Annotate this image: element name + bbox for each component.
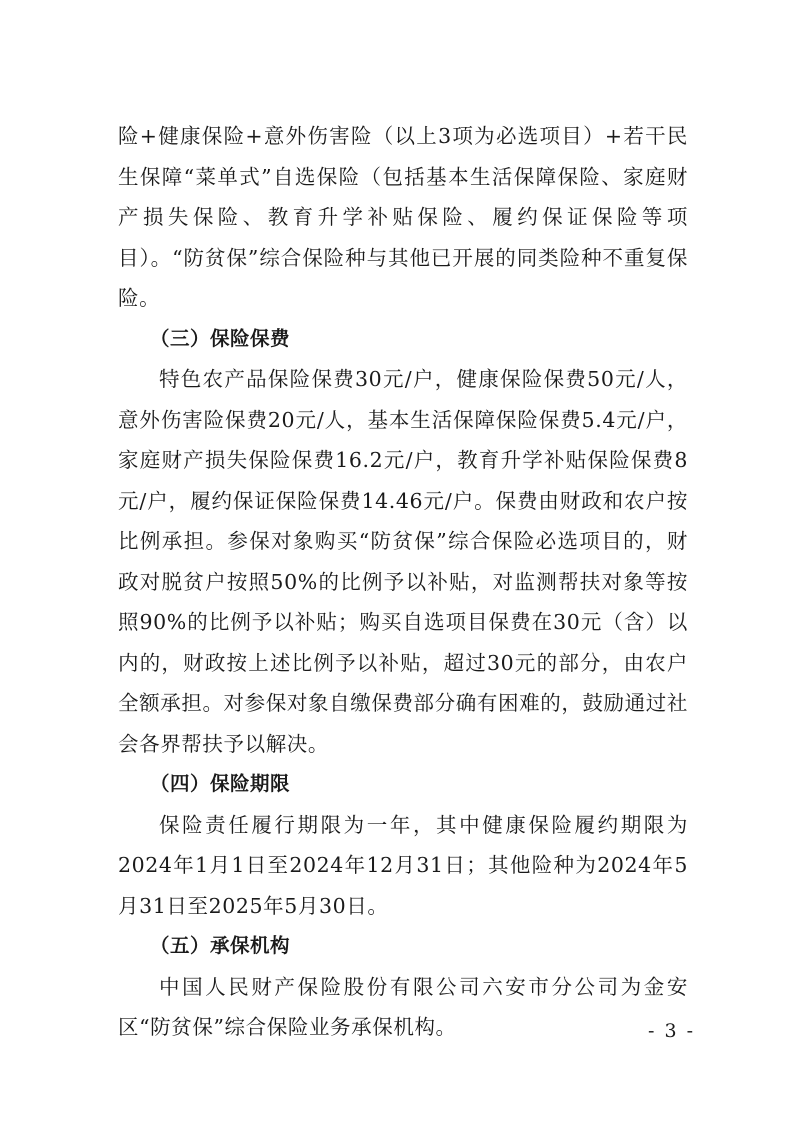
paragraph-premiums: 特色农产品保险保费30元/户，健康保险保费50元/人，意外伤害险保费20元/人，基本生活保障保险保费5.4元/户，家庭财产损失保险保费16.2元/户，教育升学补贴保险保费8元/户，履约保证保险保费14.46元/户。保费由财政和农户按比例承担。参保对象购买“防贫保”综合保险必选项目的，财政对脱贫户按照50%的比例予以补贴，对监测帮扶对象等按照90%的比例予以补贴；购买自选项目保费在30元（含）以内的，财政按上述比例予以补贴，超过30元的部分，由农户全额承担。对参保对象自缴保费部分确有困难的，鼓励通过社会各界帮扶予以解决。 [118,367,688,756]
paragraph-insurance-scope-continued: 险+健康保险+意外伤害险（以上3项为必选项目）+若干民生保障“菜单式”自选保险（包括基本生活保障保险、家庭财产损失保险、教育升学补贴保险、履约保证保险等项目）。“防贫保”综合保险种与其他已开展的同类险种不重复保险。 [118,124,688,310]
page-number: - 3 - [647,1020,695,1042]
section-heading-term: （四）保险期限 [150,772,291,795]
section-heading-premiums: （三）保险保费 [150,326,291,350]
document-body [118,116,688,1048]
paragraph-term: 保险责任履行期限为一年，其中健康保险履约期限为2024年1月1日至2024年12月31日；其他险种为2024年5月31日至2025年5月30日。 [118,812,688,918]
paragraph-underwriter: 中国人民财产保险股份有限公司六安市分公司为金安区“防贫保”综合保险业务承保机构。 [118,974,688,1039]
section-heading-underwriter: （五）承保机构 [150,934,291,957]
